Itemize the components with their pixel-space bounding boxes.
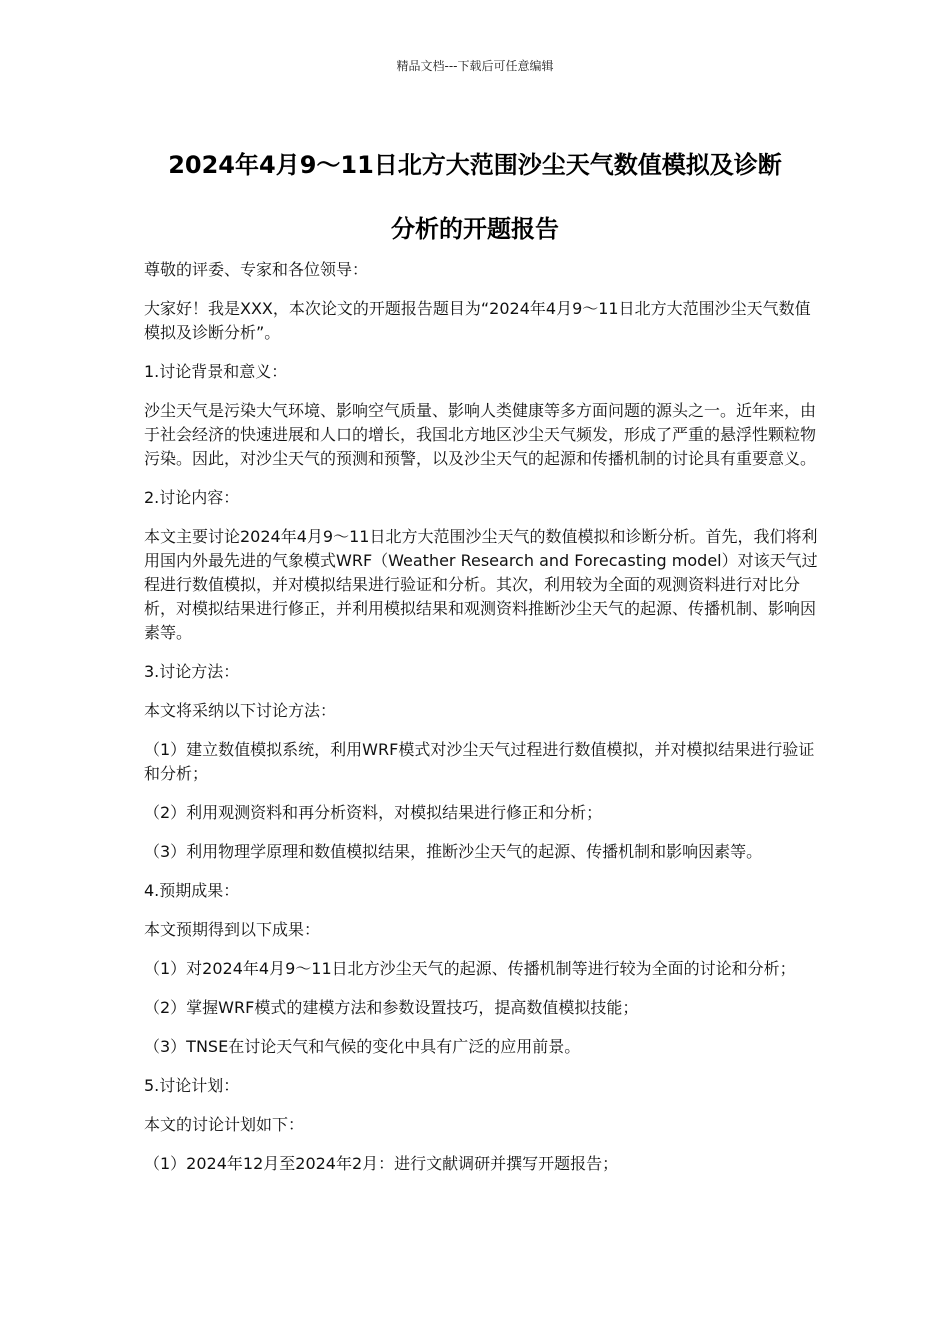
- page-header: 精品文档---下载后可任意编辑: [396, 59, 554, 73]
- list-item: （2）利用观测资料和再分析资料，对模拟结果进行修正和分析；: [144, 803, 603, 822]
- title-line-2: 分析的开题报告: [391, 215, 559, 243]
- list-item: （3）利用物理学原理和数值模拟结果，推断沙尘天气的起源、传播机制和影响因素等。: [144, 842, 763, 861]
- paragraph: 本文预期得到以下成果：: [144, 920, 321, 939]
- paragraph: 本文的讨论计划如下：: [144, 1115, 305, 1134]
- list-item: （1）建立数值模拟系统，利用WRF模式对沙尘天气过程进行数值模拟，并对模拟结果进行验证和分析；: [144, 740, 815, 783]
- document-body: [144, 258, 824, 1191]
- section-heading: 4.预期成果：: [144, 881, 240, 900]
- list-item: （2）掌握WRF模式的建模方法和参数设置技巧，提高数值模拟技能；: [144, 998, 639, 1017]
- section-heading: 1.讨论背景和意义：: [144, 362, 288, 381]
- title-line-1: 2024年4月9～11日北方大范围沙尘天气数值模拟及诊断: [168, 151, 782, 179]
- paragraph: 本文主要讨论2024年4月9～11日北方大范围沙尘天气的数值模拟和诊断分析。首先，我们将利用国内外最先进的气象模式WRF（Weather Research and Forecasting model）对该天气过程进行数值模拟，并对模拟结果进行验证和分析。其次，利用较为全面的观测资料进行对比分析，对模拟结果进行修正，并利用模拟结果和观测资料推断沙尘天气的起源、传播机制、影响因素等。: [144, 527, 818, 642]
- section-heading: 3.讨论方法：: [144, 662, 240, 681]
- greeting: 尊敬的评委、专家和各位领导：: [144, 260, 369, 279]
- paragraph: 沙尘天气是污染大气环境、影响空气质量、影响人类健康等多方面问题的源头之一。近年来，由于社会经济的快速进展和人口的增长，我国北方地区沙尘天气频发，形成了严重的悬浮性颗粒物污染。因此，对沙尘天气的预测和预警，以及沙尘天气的起源和传播机制的讨论具有重要意义。: [144, 401, 817, 468]
- paragraph: 本文将采纳以下讨论方法：: [144, 701, 337, 720]
- section-heading: 2.讨论内容：: [144, 488, 240, 507]
- document-title: [120, 133, 830, 261]
- list-item: （3）TNSE在讨论天气和气候的变化中具有广泛的应用前景。: [144, 1037, 581, 1056]
- list-item: （1）对2024年4月9～11日北方沙尘天气的起源、传播机制等进行较为全面的讨论和分析；: [144, 959, 796, 978]
- section-heading: 5.讨论计划：: [144, 1076, 240, 1095]
- intro-paragraph: 大家好！我是XXX，本次论文的开题报告题目为“2024年4月9～11日北方大范围沙尘天气数值模拟及诊断分析”。: [144, 299, 811, 342]
- list-item: （1）2024年12月至2024年2月：进行文献调研并撰写开题报告；: [144, 1154, 619, 1173]
